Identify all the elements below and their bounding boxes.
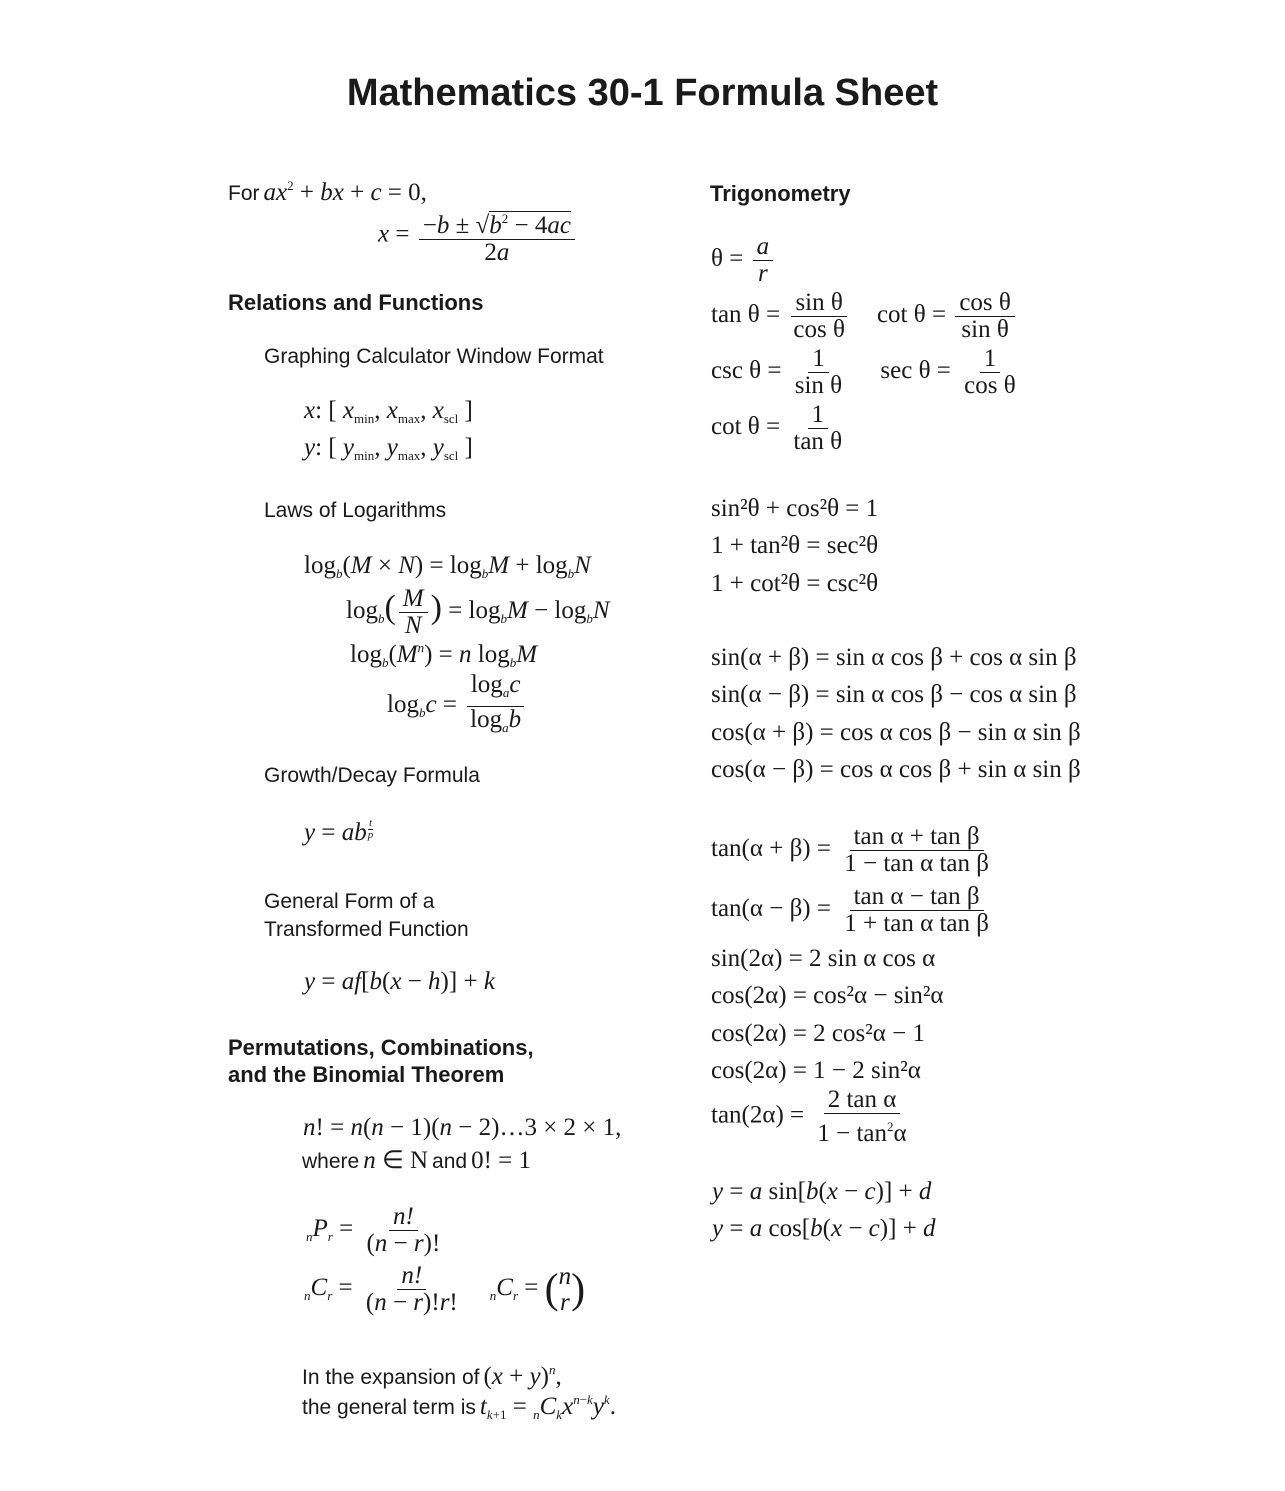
identity-line: sin(2α) = 2 sin α cos α — [711, 945, 936, 972]
tan-sum-formula: tan(α + β) = $\frac{\text{tan α + tan β}}{\text{1 − tan α tan β}}$ — [711, 823, 989, 877]
sinusoidal-sine-form: y = a sin[b(x − c)] + d — [712, 1178, 932, 1205]
transformed-heading-line2: Transformed Function — [264, 918, 469, 941]
cot-reciprocal-definition: cot θ = $\frac{1}{\text{tan θ}}$ — [711, 401, 843, 455]
factorial-where: where — [302, 1150, 360, 1173]
tan-difference-formula: tan(α − β) = $\frac{\text{tan α − tan β}}{\text{1 + tan α tan β}}$ — [711, 883, 989, 937]
quadratic-equation: For $ax^2$ + bx + c = 0, — [228, 178, 427, 206]
identity-line: 1 + cot²θ = csc²θ — [711, 569, 879, 597]
transformed-function-formula: y = af[b(x − h)] + k — [304, 968, 495, 995]
transformed-heading-line1: General Form of a — [264, 890, 435, 913]
identity-line: cos(α + β) = cos α cos β − sin α sin β — [711, 718, 1081, 746]
csc-sec-definitions: csc θ = $\frac{1}{\text{sin θ}}$ sec θ = $\frac{1}{\text{cos θ}}$ — [711, 345, 1016, 399]
identity-line: cos(2α) = 1 − 2 sin²α — [711, 1057, 921, 1085]
window-format-x: x: [ $x_{min}$, $x_{max}$, $x_{scl}$ ] — [304, 397, 473, 426]
permutations-heading-line2: and the Binomial Theorem — [228, 1062, 505, 1087]
radian-formula: θ = $\frac{a}{r}$ — [711, 234, 776, 287]
log-product-law: $\log_b(M \times N) = \log_bM + \log_bN$ — [304, 552, 591, 581]
growth-formula: y = ab $\frac{t}{p}$ — [304, 817, 374, 846]
combination-formula: $_nC_r$ = $\frac{n!}{(n - r)!r!}$ $_nC_r$ = ( n r ) — [304, 1262, 586, 1316]
binomial-line1: In the expansion of — [302, 1366, 480, 1389]
permutations-heading — [228, 1034, 534, 1088]
relations-heading: Relations and Functions — [228, 290, 484, 315]
identity-line: sin²θ + cos²θ = 1 — [711, 495, 879, 522]
trig-heading: Trigonometry — [710, 181, 851, 206]
window-format-y: y: [ $y_{min}$, $y_{max}$, $y_{scl}$ ] — [304, 434, 473, 463]
binomial-general-term: the general term is $t_{k+1} = _nC_kx^{n-k}y^k$. — [302, 1392, 616, 1422]
factorial-domain: where n ∈ N and 0! = 1 — [302, 1147, 532, 1174]
graphing-heading: Graphing Calculator Window Format — [264, 345, 604, 368]
log-change-of-base: $\log_bc$ = $\frac{\log_ac}{\log_ab}$ — [387, 672, 528, 741]
binomial-line2: the general term is — [302, 1396, 476, 1419]
factorial-and: and — [432, 1150, 468, 1173]
log-quotient-law: $\log_b$( $\frac{M}{N}$ ) = $\log_bM - \log_bN$ — [346, 585, 610, 639]
binomial-expansion: In the expansion of $(x + y)^n$, — [302, 1362, 562, 1390]
page-title: Mathematics 30-1 Formula Sheet — [346, 72, 939, 114]
growth-heading: Growth/Decay Formula — [264, 764, 480, 787]
quadratic-formula: x = $\frac{-b \pm √b^2 - 4ac}{2a}$ — [378, 206, 578, 266]
permutations-heading-line1: Permutations, Combinations, — [228, 1035, 534, 1060]
transformed-heading — [264, 888, 469, 944]
sum-difference-identities — [711, 639, 1081, 789]
identity-line: cos(2α) = 2 cos²α − 1 — [711, 1019, 925, 1047]
permutation-formula: $_nP_r$ = $\frac{n!}{(n - r)!}$ — [306, 1203, 441, 1257]
identity-line: sin(α + β) = sin α cos β + cos α sin β — [711, 644, 1077, 671]
sinusoidal-cosine-form: y = a cos[b(x − c)] + d — [712, 1215, 936, 1242]
log-power-law: $\log_b(M^n) = n$ $\log_bM$ — [350, 640, 538, 670]
identity-line: 1 + tan²θ = sec²θ — [711, 532, 879, 560]
factorial-definition: n! = n(n − 1)(n − 2)…3 × 2 × 1, — [303, 1114, 622, 1141]
pythagorean-identities — [711, 490, 878, 602]
tan-cot-definitions: tan θ = $\frac{\text{sin θ}}{\text{cos θ}}$ cot θ = $\frac{\text{cos θ}}{\text{sin θ}}$ — [711, 290, 1018, 343]
double-angle-identities — [711, 940, 943, 1090]
tan-double-angle-formula: tan(2α) = $\frac{\text{2 tan α}}{1 - \tan^2\alpha}$ — [711, 1086, 907, 1147]
identity-line: cos(2α) = cos²α − sin²α — [711, 982, 944, 1010]
quadratic-prefix: For — [228, 182, 260, 205]
identity-line: sin(α − β) = sin α cos β − cos α sin β — [711, 681, 1077, 709]
identity-line: cos(α − β) = cos α cos β + sin α sin β — [711, 756, 1081, 784]
logarithms-heading: Laws of Logarithms — [264, 499, 447, 522]
